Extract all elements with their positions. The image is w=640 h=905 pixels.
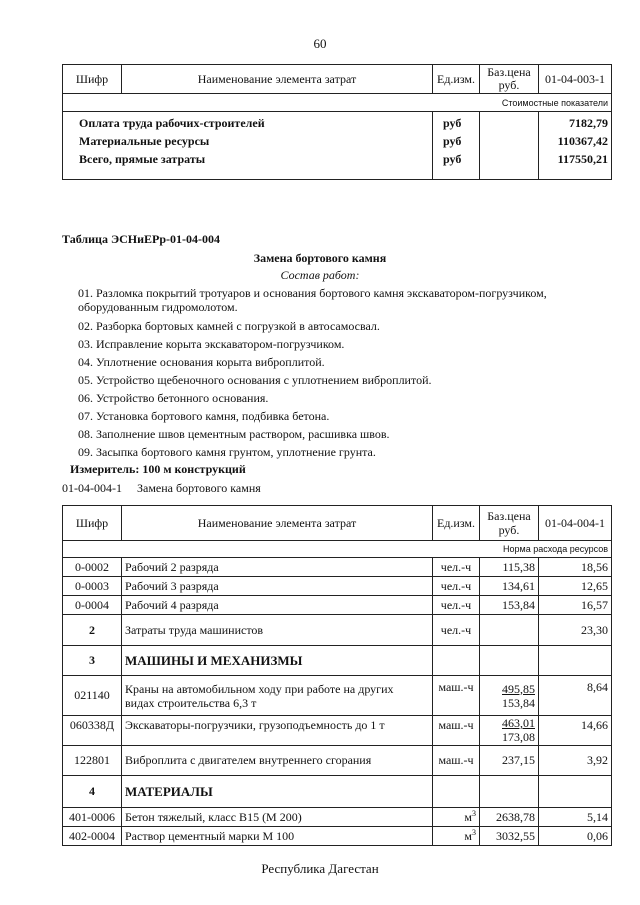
table-row: 2 Затраты труда машинистов чел.-ч 23,30 — [63, 615, 612, 646]
work-item: 01. Разломка покрытий тротуаров и основания бортового камня экскаватором-погрузчиком, — [78, 286, 547, 300]
table-body — [63, 112, 612, 180]
row-value: 7182,79 — [569, 116, 608, 130]
work-item: оборудованным гидромолотом. — [78, 300, 238, 314]
cost-table — [62, 64, 612, 180]
row-value: 117550,21 — [557, 152, 608, 166]
table-header-row — [63, 506, 612, 541]
row-name: Всего, прямые затраты — [79, 152, 206, 166]
subheader: Норма расхода ресурсов — [63, 541, 612, 558]
section-row: 4 МАТЕРИАЛЫ — [63, 776, 612, 808]
table-row: 122801 Виброплита с двигателем внутреннего сгорания маш.-ч 237,15 3,92 — [63, 746, 612, 776]
row-name: Материальные ресурсы — [79, 134, 210, 148]
subheader: Стоимостные показатели — [63, 94, 612, 112]
table-row: 021140 Краны на автомобильном ходу при работе на других видах строительства 6,3 т маш.-ч 495,85 153,84 8,64 — [63, 676, 612, 716]
row-name: Оплата труда рабочих-строителей — [79, 116, 265, 130]
work-item: 04. Уплотнение основания корыта виброплитой. — [78, 355, 325, 369]
row-value: 110367,42 — [557, 134, 608, 148]
header-code: Шифр — [63, 65, 122, 94]
work-item: 03. Исправление корыта экскаватором-погрузчиком. — [78, 337, 345, 351]
header-code-col: 01-04-004-1 — [539, 506, 612, 541]
table-row: 0-0002 Рабочий 2 разряда чел.-ч 115,38 18,56 — [63, 558, 612, 577]
section-title: Замена бортового камня — [253, 251, 387, 265]
work-item: 09. Засыпка бортового камня грунтом, уплотнение грунта. — [78, 445, 376, 459]
item-name: Замена бортового камня — [137, 481, 261, 495]
row-unit: руб — [443, 152, 462, 166]
header-name: Наименование элемента затрат — [122, 65, 433, 94]
table-row: 060338Д Экскаваторы-погрузчики, грузоподъемность до 1 т маш.-ч 463,01 173,08 14,66 — [63, 716, 612, 746]
table-row: 401-0006 Бетон тяжелый, класс B15 (М 200) $м^3$ 2638,78 5,14 — [63, 808, 612, 827]
footer: Республика Дагестан — [261, 861, 379, 876]
table-row: 402-0004 Раствор цементный марки М 100 $м^3$ 3032,55 0,06 — [63, 827, 612, 846]
header-price: Баз.цена руб. — [480, 65, 539, 94]
meter: Измеритель: 100 м конструкций — [70, 462, 246, 476]
item-code: 01-04-004-1 — [62, 481, 122, 495]
header-code-col: 01-04-003-1 — [539, 65, 612, 94]
table-header-row — [63, 65, 612, 94]
page-number: 60 — [313, 36, 327, 51]
header-code: Шифр — [63, 506, 122, 541]
work-item: 02. Разборка бортовых камней с погрузкой в автосамосвал. — [78, 319, 380, 333]
row-unit: руб — [443, 116, 462, 130]
work-item: 06. Устройство бетонного основания. — [78, 391, 269, 405]
header-name: Наименование элемента затрат — [122, 506, 433, 541]
table-row: 0-0004 Рабочий 4 разряда чел.-ч 153,84 16,57 — [63, 596, 612, 615]
header-price: Баз.цена руб. — [480, 506, 539, 541]
resources-table — [62, 505, 612, 846]
work-item: 08. Заполнение швов цементным раствором, расшивка швов. — [78, 427, 390, 441]
header-unit: Ед.изм. — [433, 506, 480, 541]
table-title: Таблица ЭСНиЕРр-01-04-004 — [62, 232, 221, 246]
work-item: 07. Установка бортового камня, подбивка бетона. — [78, 409, 330, 423]
work-item: 05. Устройство щебеночного основания с уплотнением виброплитой. — [78, 373, 432, 387]
row-unit: руб — [443, 134, 462, 148]
table-row: 0-0003 Рабочий 3 разряда чел.-ч 134,61 12,65 — [63, 577, 612, 596]
header-unit: Ед.изм. — [433, 65, 480, 94]
section-row: 3 МАШИНЫ И МЕХАНИЗМЫ — [63, 646, 612, 676]
works-title: Состав работ: — [280, 268, 360, 282]
